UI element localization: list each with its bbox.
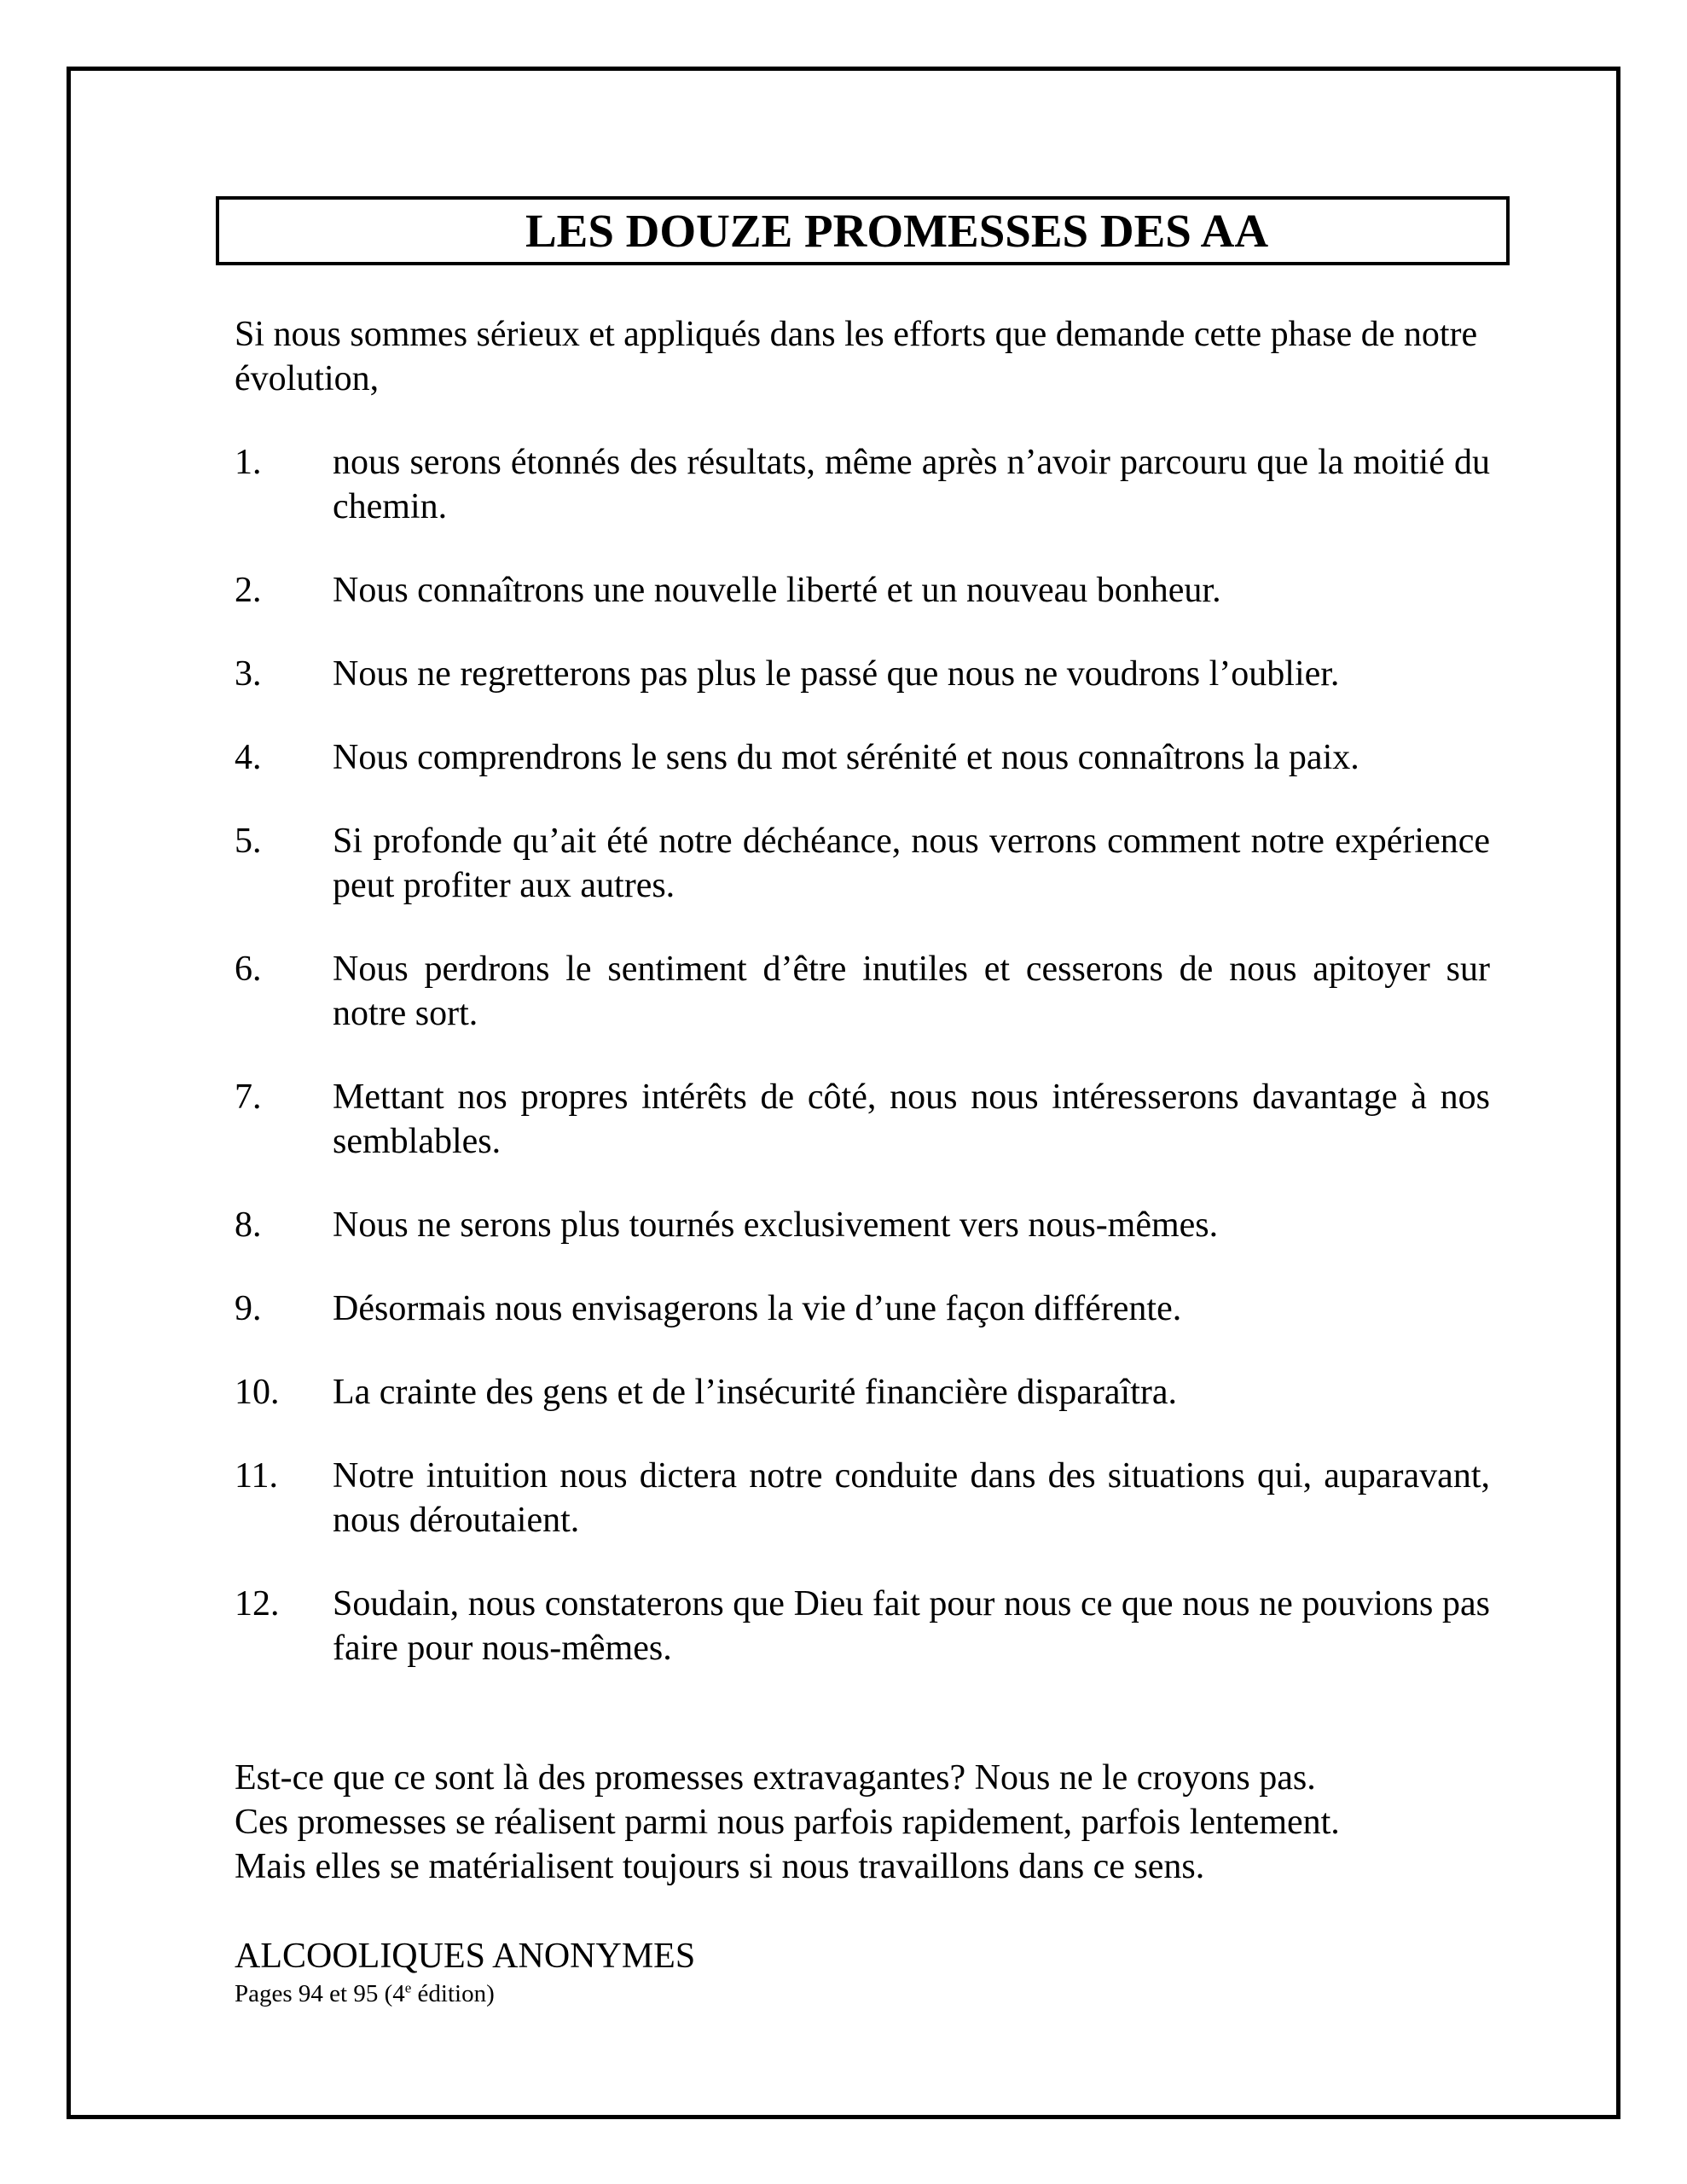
source-attribution	[235, 1934, 1490, 2009]
promise-list	[235, 440, 1490, 1670]
promise-number: 8.	[235, 1205, 262, 1245]
promise-text: Soudain, nous constaterons que Dieu fait pour nous ce que nous ne pouvions pas faire pour nous-mêmes.	[333, 1584, 1490, 1668]
document-body	[235, 312, 1490, 2009]
intro-paragraph: Si nous sommes sérieux et appliqués dans les efforts que demande cette phase de notre évolution,	[235, 315, 1478, 398]
promise-text: Nous ne regretterons pas plus le passé que nous ne voudrons l’oublier.	[333, 654, 1340, 694]
promise-item	[235, 440, 1490, 529]
promise-text: Nous ne serons plus tournés exclusivement vers nous-mêmes.	[333, 1205, 1219, 1245]
promise-item	[235, 1287, 1490, 1331]
promise-number: 4.	[235, 738, 262, 777]
source-organization: ALCOOLIQUES ANONYMES	[235, 1937, 696, 1976]
promise-text: Mettant nos propres intérêts de côté, nous nous intéresserons davantage à nos semblables.	[333, 1077, 1490, 1161]
document-title: LES DOUZE PROMESSES DES AA	[525, 205, 1269, 257]
title-box	[216, 196, 1510, 265]
promise-item	[235, 1075, 1490, 1164]
promise-text: nous serons étonnés des résultats, même après n’avoir parcouru que la moitié du chemin.	[333, 443, 1490, 526]
promise-number: 11.	[235, 1456, 278, 1496]
promise-number: 3.	[235, 654, 262, 694]
promise-number: 2.	[235, 571, 262, 610]
promise-item	[235, 735, 1490, 780]
promise-number: 10.	[235, 1373, 280, 1412]
promise-number: 1.	[235, 443, 262, 482]
closing-line: Mais elles se matérialisent toujours si nous travaillons dans ce sens.	[235, 1847, 1205, 1886]
promise-text: Nous comprendrons le sens du mot sérénité et nous connaîtrons la paix.	[333, 738, 1359, 777]
promise-item	[235, 1582, 1490, 1670]
promise-item	[235, 1454, 1490, 1542]
source-reference-prefix: Pages 94 et 95 (4	[235, 1980, 405, 2007]
promise-number: 9.	[235, 1289, 262, 1328]
promise-number: 6.	[235, 950, 262, 989]
promise-text: La crainte des gens et de l’insécurité financière disparaîtra.	[333, 1373, 1178, 1412]
closing-line: Est-ce que ce sont là des promesses extravagantes? Nous ne le croyons pas.	[235, 1758, 1316, 1798]
promise-item	[235, 1203, 1490, 1247]
promise-text: Nous connaîtrons une nouvelle liberté et un nouveau bonheur.	[333, 571, 1221, 610]
promise-number: 12.	[235, 1584, 280, 1623]
source-reference	[235, 1978, 1490, 2009]
promise-item	[235, 819, 1490, 908]
closing-paragraph	[235, 1756, 1490, 1889]
promise-text: Nous perdrons le sentiment d’être inutiles et cesserons de nous apitoyer sur notre sort.	[333, 950, 1490, 1033]
promise-number: 7.	[235, 1077, 262, 1117]
promise-item	[235, 652, 1490, 696]
promise-item	[235, 1370, 1490, 1414]
promise-item	[235, 568, 1490, 613]
source-reference-superscript: e	[404, 1979, 412, 1996]
source-reference-suffix: édition)	[411, 1980, 495, 2007]
promise-number: 5.	[235, 822, 262, 861]
closing-line: Ces promesses se réalisent parmi nous parfois rapidement, parfois lentement.	[235, 1803, 1340, 1842]
promise-text: Désormais nous envisagerons la vie d’une façon différente.	[333, 1289, 1182, 1328]
promise-item	[235, 947, 1490, 1036]
promise-text: Notre intuition nous dictera notre conduite dans des situations qui, auparavant, nous déroutaient.	[333, 1456, 1490, 1540]
promise-text: Si profonde qu’ait été notre déchéance, nous verrons comment notre expérience peut profiter aux autres.	[333, 822, 1490, 905]
